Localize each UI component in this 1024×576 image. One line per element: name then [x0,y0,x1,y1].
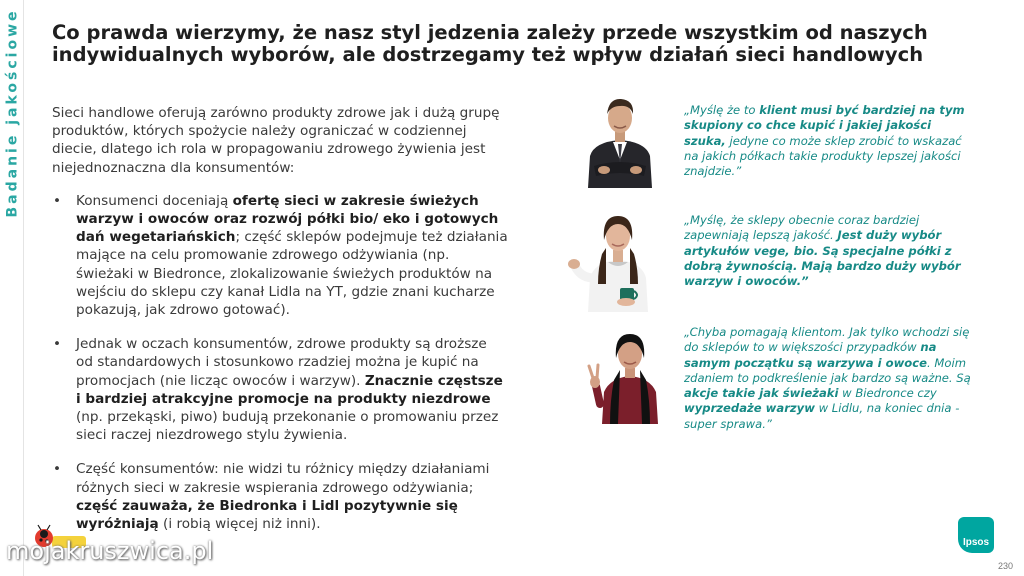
page-number: 230 [998,561,1014,571]
quote-2: „Myślę, że sklepy obecnie coraz bardziej zapewniają lepszą jakość. Jest duży wybór artykułów vege, bio. Są specjalne półki z dobrą żywnością. Mają bardzo duży wybór warzyw i owoców.” [684,213,961,289]
ipsos-logo: Ipsos [958,517,994,553]
bullet-dot: • [53,461,62,478]
watermark-text: mojakruszwica.pl [6,537,214,565]
intro-paragraph: Sieci handlowe oferują zarówno produkty zdrowe jak i dużą grupę produktów, których spożycie należy ograniczać w codziennej diecie, dlatego ich rola w propagowaniu zdrowego żywienia jest niejednoznaczna dla konsumentów: [52,105,500,176]
bullet-dot: • [53,192,62,209]
body-text [52,104,508,549]
bullet-dot: • [53,336,62,353]
side-label [0,0,24,225]
quote-1: „Myślę że to klient musi być bardziej na tym skupiony co chce kupić i jakiej jakości szuka, jedyne co może sklep zrobić to wskazać na jakich półkach takie produkty lepszej jakości znajdzie.” [684,103,965,179]
portrait-man-icon [584,92,656,188]
bullet-item-3: • Część konsumentów: nie widzi tu różnicy między działaniami różnych sieci w zakresie wspierania zdrowego odżywiania; część zauważa, że Biedronka i Lidl pozytywnie się wyróżniają (i robią więcej niż inni). [53,461,490,533]
slide-title: Co prawda wierzymy, że nasz styl jedzenia zależy przede wszystkim od naszych indywidualnych wyborów, ale dostrzegamy też wpływ działań sieci handlowych [52,21,928,66]
bullet-item-2: • Jednak w oczach konsumentów, zdrowe produkty są droższe od standardowych i stosunkowo rzadziej można je kupić na promocjach (nie licząc owoców i warzyw). Znacznie częstsze i bardziej atrakcyjne promocje na produkty niezdrowe (np. przekąski, piwo) budują przekonanie o promowaniu przez sieci raczej niezdrowego stylu żywienia. [53,336,503,444]
portrait-woman-mug-icon [568,208,660,312]
side-label-text: Badanie jakościowe [4,8,20,217]
bullet-item-1: • Konsumenci doceniają ofertę sieci w zakresie świeżych warzyw i owoców oraz rozwój półki bio/ eko i gotowych dań wegetariańskich; część sklepów podejmuje też działania mające na celu promowanie zdrowego odżywiania (np. świeżaki w Biedronce, zlokalizowanie świeżych produktów na wejściu do sklepu czy kanał Lidla na YT, gdzie znani kucharze pokazują, jak zdrowo gotować). [53,192,508,319]
portrait-woman-peace-icon [584,330,670,424]
quote-3: „Chyba pomagają klientom. Jak tylko wchodzi się do sklepów to w większości przypadków na samym początku są warzywa i owoce. Moim zdaniem to podkreślenie jak bardzo są ważne. Są akcje takie jak świeżaki w Biedronce czy wyprzedaże warzyw w Lidlu, na koniec dnia - super sprawa.” [684,325,971,431]
